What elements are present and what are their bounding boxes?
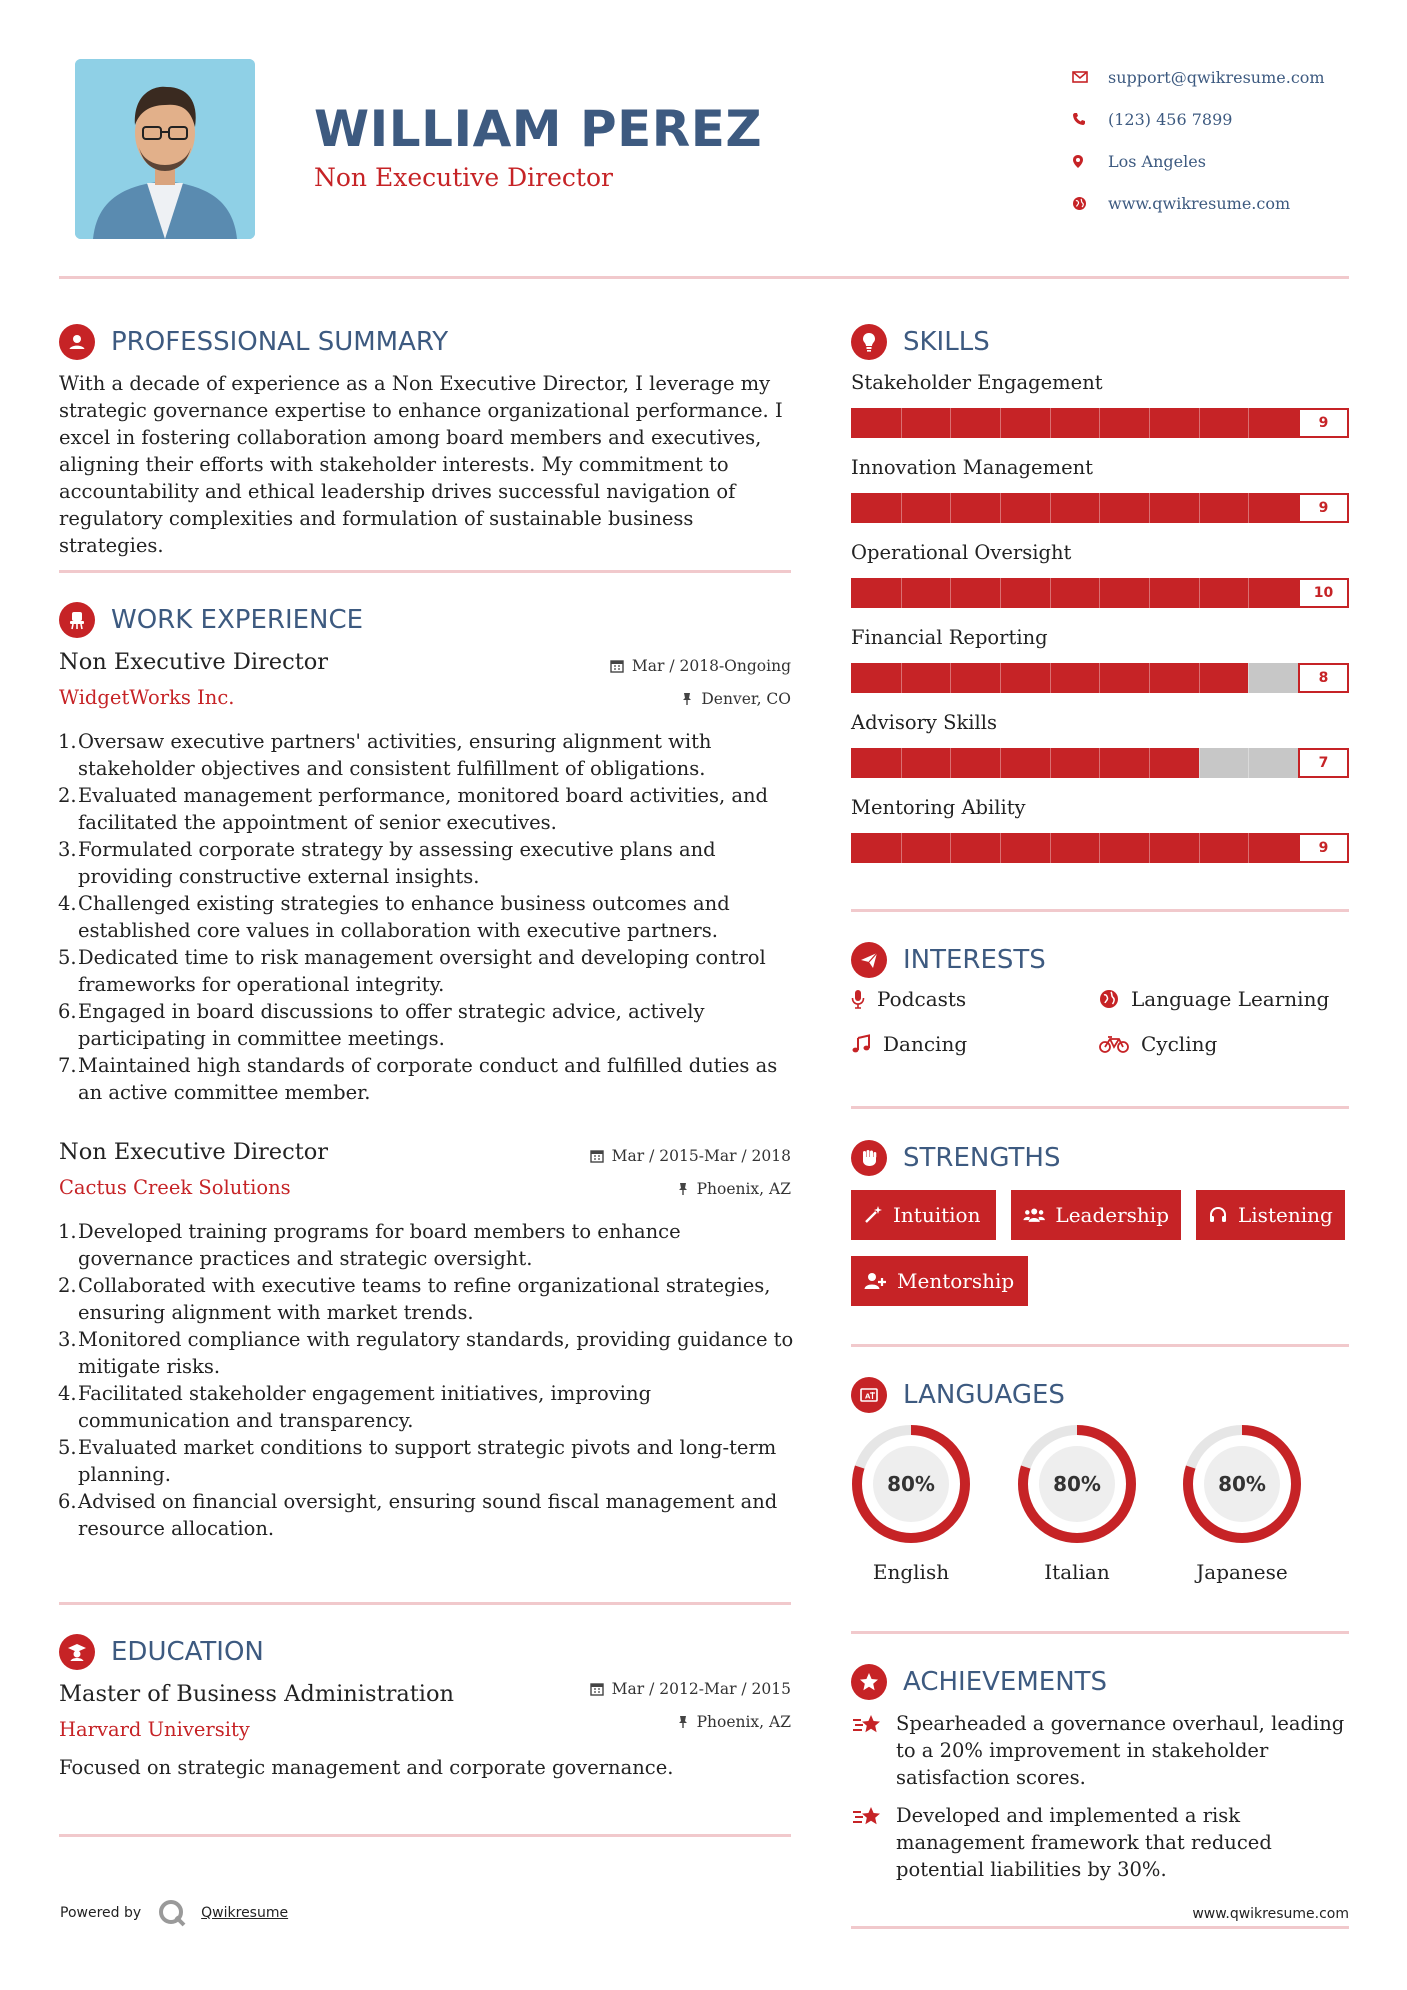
- skill-name: Advisory Skills: [851, 711, 997, 734]
- skill-bar-segment: [950, 663, 951, 693]
- job-bullet-list: [58, 728, 798, 1106]
- music-note-icon: [851, 1034, 871, 1054]
- education-location: [677, 1713, 791, 1731]
- interest-item: [1099, 987, 1329, 1011]
- bicycle-icon: [1099, 1034, 1129, 1054]
- job-dates-text: Mar / 2015-Mar / 2018: [611, 1147, 791, 1165]
- skill-bar: [851, 578, 1349, 608]
- strengths-divider: [851, 1344, 1349, 1347]
- skill-bar-fill: [851, 833, 1298, 863]
- skill-level-badge: 9: [1298, 833, 1349, 863]
- skill-bar-segment: [1149, 578, 1150, 608]
- fist-icon: [851, 1140, 887, 1176]
- shooting-star-icon: [851, 1802, 896, 1883]
- skill-bar-segment: [901, 748, 902, 778]
- list-item: 5. Evaluated market conditions to support strategic pivots and long-term planning.: [58, 1436, 777, 1486]
- skill-level-badge: 9: [1298, 493, 1349, 523]
- skill-bar: [851, 748, 1349, 778]
- skill-bar-segment: [1149, 493, 1150, 523]
- footer-website[interactable]: www.qwikresume.com: [1192, 1906, 1349, 1922]
- skill-bar-segment: [901, 493, 902, 523]
- pushpin-icon: [677, 1715, 689, 1729]
- languages-heading: [851, 1377, 1065, 1413]
- work-heading: [59, 602, 363, 638]
- skill-name: Mentoring Ability: [851, 796, 1026, 819]
- user-plus-icon: [863, 1271, 887, 1291]
- interest-label: Language Learning: [1131, 987, 1330, 1011]
- interest-label: Podcasts: [877, 987, 967, 1011]
- skill-bar-segment: [1149, 663, 1150, 693]
- interest-item: [1099, 1032, 1217, 1056]
- candidate-name: WILLIAM PEREZ: [314, 100, 763, 158]
- achievements-title: ACHIEVEMENTS: [903, 1667, 1108, 1697]
- skill-bar-segment: [901, 833, 902, 863]
- language-item: [1180, 1422, 1304, 1584]
- contact-website-text: www.qwikresume.com: [1108, 193, 1291, 213]
- star-badge-icon: [851, 1664, 887, 1700]
- work-divider: [59, 1602, 791, 1605]
- education-heading: [59, 1634, 264, 1670]
- education-location-text: Phoenix, AZ: [696, 1713, 791, 1731]
- skill-bar-segment: [1199, 408, 1200, 438]
- skill-bar-fill: [851, 493, 1298, 523]
- contact-phone[interactable]: [1072, 98, 1392, 140]
- strength-chip: [1196, 1190, 1345, 1240]
- strengths-heading: [851, 1140, 1061, 1176]
- globe-icon: [1099, 989, 1119, 1009]
- skill-level-badge: 9: [1298, 408, 1349, 438]
- skill-bar-segment: [1248, 663, 1249, 693]
- education-dates-text: Mar / 2012-Mar / 2015: [611, 1680, 791, 1698]
- skill-bar-segment: [1050, 493, 1051, 523]
- skill-name: Stakeholder Engagement: [851, 371, 1103, 394]
- skill-bar-segment: [950, 833, 951, 863]
- skill-bar-segment: [1050, 578, 1051, 608]
- skill-bar-segment: [1000, 833, 1001, 863]
- work-title: WORK EXPERIENCE: [111, 605, 364, 635]
- strength-chip: [1011, 1190, 1181, 1240]
- strengths-title: STRENGTHS: [903, 1143, 1061, 1173]
- skill-bar-segment: [1050, 748, 1051, 778]
- contact-phone-text: (123) 456 7899: [1108, 109, 1233, 129]
- skill-bar-segment: [1050, 663, 1051, 693]
- skill-bar-segment: [950, 493, 951, 523]
- job-bullet-list: [58, 1218, 798, 1542]
- job-location: [681, 690, 791, 708]
- list-item: 7. Maintained high standards of corporate conduct and fulfilled duties as an active committee member.: [58, 1054, 778, 1104]
- skill-bar-segment: [1199, 833, 1200, 863]
- language-progress-ring: [1180, 1422, 1304, 1546]
- skill-bar-segment: [1199, 493, 1200, 523]
- summary-heading: [59, 324, 448, 360]
- skill-bar-segment: [1099, 663, 1100, 693]
- skill-bar-fill: [851, 748, 1199, 778]
- language-percent: 80%: [1053, 1472, 1101, 1496]
- strength-label: Mentorship: [897, 1269, 1015, 1293]
- company-name: Cactus Creek Solutions: [59, 1176, 291, 1199]
- achievement-item: [851, 1802, 1351, 1883]
- interests-title: INTERESTS: [903, 945, 1046, 975]
- calendar-icon: [590, 1149, 604, 1163]
- language-progress-ring: [849, 1422, 973, 1546]
- language-progress-ring: [1015, 1422, 1139, 1546]
- language-name: Japanese: [1196, 1560, 1288, 1584]
- contact-list: [1072, 56, 1392, 224]
- interest-item: [851, 987, 966, 1011]
- skill-bar-segment: [1000, 663, 1001, 693]
- skill-bar-segment: [1099, 408, 1100, 438]
- paper-plane-icon: [851, 942, 887, 978]
- skill-bar-segment: [1099, 833, 1100, 863]
- list-item: 2. Collaborated with executive teams to refine organizational strategies, ensuring alignment with market trends.: [58, 1274, 771, 1324]
- strength-chip: [851, 1190, 996, 1240]
- skill-level-badge: 10: [1298, 578, 1349, 608]
- job-location-text: Phoenix, AZ: [696, 1180, 791, 1198]
- job-location: [677, 1180, 791, 1198]
- company-name: WidgetWorks Inc.: [59, 686, 235, 709]
- skill-bar-segment: [1050, 833, 1051, 863]
- skill-bar-segment: [1000, 408, 1001, 438]
- skill-bar-segment: [950, 748, 951, 778]
- job-dates: [610, 657, 791, 675]
- skill-level-badge: 8: [1298, 663, 1349, 693]
- powered-by-text: Powered by: [60, 1905, 142, 1921]
- list-item: 3. Monitored compliance with regulatory standards, providing guidance to mitigate risks.: [58, 1328, 794, 1378]
- summary-divider: [59, 570, 791, 573]
- education-divider: [59, 1834, 791, 1837]
- summary-text: With a decade of experience as a Non Executive Director, I leverage my strategic governance expertise to enhance organizational performance. I excel in fostering collaboration among board members and executives, aligning their efforts with stakeholder interests. My commitment to accountability and ethical leadership drives successful navigation of regulatory complexities and formulation of sustainable business strategies.: [59, 372, 783, 557]
- skill-name: Innovation Management: [851, 456, 1093, 479]
- skill-bar-segment: [950, 408, 951, 438]
- language-name: Italian: [1044, 1560, 1110, 1584]
- skill-bar-fill: [851, 408, 1298, 438]
- calendar-icon: [610, 659, 624, 673]
- achievements-heading: [851, 1664, 1107, 1700]
- contact-email-text: support@qwikresume.com: [1108, 67, 1325, 87]
- skill-bar-segment: [901, 663, 902, 693]
- shooting-star-icon: [851, 1710, 896, 1791]
- interest-label: Cycling: [1141, 1032, 1218, 1056]
- headphones-icon: [1208, 1205, 1228, 1225]
- skills-title: SKILLS: [903, 327, 990, 357]
- pushpin-icon: [677, 1182, 689, 1196]
- footer-powered-by: [60, 1898, 288, 1928]
- language-item: [849, 1422, 973, 1584]
- languages-divider: [851, 1631, 1349, 1634]
- contact-email[interactable]: [1072, 56, 1392, 98]
- skill-bar-segment: [1248, 408, 1249, 438]
- degree-title: Master of Business Administration: [59, 1681, 455, 1707]
- strength-chip: [851, 1256, 1028, 1306]
- skills-heading: [851, 324, 990, 360]
- interests-heading: [851, 942, 1046, 978]
- skill-bar-segment: [1149, 408, 1150, 438]
- skill-bar-segment: [1199, 748, 1200, 778]
- strength-label: Listening: [1238, 1203, 1333, 1227]
- magic-wand-icon: [863, 1205, 883, 1225]
- lightbulb-icon: [851, 324, 887, 360]
- skill-bar-segment: [1000, 493, 1001, 523]
- skills-divider: [851, 909, 1349, 912]
- skill-bar: [851, 493, 1349, 523]
- skill-bar-segment: [1050, 408, 1051, 438]
- skill-bar: [851, 833, 1349, 863]
- language-item: [1015, 1422, 1139, 1584]
- skill-bar-segment: [1199, 578, 1200, 608]
- language-percent: 80%: [1218, 1472, 1266, 1496]
- school-name: Harvard University: [59, 1718, 250, 1741]
- list-item: 2. Evaluated management performance, monitored board activities, and facilitated the appointment of senior executives.: [58, 784, 769, 834]
- skill-bar: [851, 663, 1349, 693]
- qwikresume-logo-icon: [157, 1898, 187, 1928]
- globe-icon: [1072, 196, 1108, 211]
- footer-divider: [851, 1926, 1349, 1929]
- skill-bar-segment: [1248, 578, 1249, 608]
- skill-bar-segment: [1149, 748, 1150, 778]
- skill-bar-segment: [1000, 578, 1001, 608]
- skill-bar-segment: [1248, 833, 1249, 863]
- skill-bar-segment: [1099, 578, 1100, 608]
- job-dates: [590, 1147, 791, 1165]
- education-title: EDUCATION: [111, 1637, 264, 1667]
- microphone-icon: [851, 989, 865, 1009]
- job-title: Non Executive Director: [59, 649, 329, 675]
- candidate-role: Non Executive Director: [314, 163, 613, 192]
- education-description: Focused on strategic management and corporate governance.: [59, 1756, 674, 1779]
- languages-title: LANGUAGES: [903, 1380, 1065, 1410]
- interests-divider: [851, 1106, 1349, 1109]
- skill-bar-segment: [1099, 748, 1100, 778]
- pushpin-icon: [681, 692, 693, 706]
- skill-name: Operational Oversight: [851, 541, 1072, 564]
- achievement-text: Spearheaded a governance overhaul, leading to a 20% improvement in stakeholder satisfaction scores.: [896, 1712, 1345, 1789]
- users-icon: [1023, 1205, 1045, 1225]
- skill-bar-segment: [1149, 833, 1150, 863]
- calendar-icon: [590, 1682, 604, 1696]
- list-item: 1. Oversaw executive partners' activities, ensuring alignment with stakeholder objectives and consistent fulfillment of obligations.: [58, 730, 712, 780]
- language-name: English: [872, 1560, 950, 1584]
- achievement-text: Developed and implemented a risk management framework that reduced potential liabilities by 30%.: [896, 1804, 1272, 1881]
- education-dates: [590, 1680, 791, 1698]
- skill-bar-segment: [1248, 748, 1249, 778]
- envelope-icon: [1072, 70, 1108, 84]
- job-title: Non Executive Director: [59, 1139, 329, 1165]
- list-item: 4. Facilitated stakeholder engagement initiatives, improving communication and transparency.: [58, 1382, 652, 1432]
- contact-location-text: Los Angeles: [1108, 151, 1206, 171]
- svg-text:A: A: [865, 1392, 871, 1401]
- list-item: 6. Engaged in board discussions to offer strategic advice, actively participating in committee meetings.: [58, 1000, 705, 1050]
- list-item: 3. Formulated corporate strategy by assessing executive plans and providing constructive external insights.: [58, 838, 716, 888]
- achievement-item: [851, 1710, 1351, 1791]
- skill-bar-segment: [1248, 493, 1249, 523]
- qwikresume-link[interactable]: Qwikresume: [201, 1905, 289, 1921]
- job-location-text: Denver, CO: [701, 690, 791, 708]
- skill-level-badge: 7: [1298, 748, 1349, 778]
- list-item: 4. Challenged existing strategies to enhance business outcomes and established core values in collaboration with executive partners.: [58, 892, 730, 942]
- phone-icon: [1072, 112, 1108, 126]
- skill-bar-segment: [1199, 663, 1200, 693]
- skill-bar-segment: [1099, 493, 1100, 523]
- job-dates-text: Mar / 2018-Ongoing: [631, 657, 791, 675]
- translate-icon: [851, 1377, 887, 1413]
- user-icon: [59, 324, 95, 360]
- contact-website[interactable]: [1072, 182, 1392, 224]
- skill-bar: [851, 408, 1349, 438]
- skill-bar-segment: [950, 578, 951, 608]
- list-item: 5. Dedicated time to risk management oversight and developing control frameworks for operational integrity.: [58, 946, 766, 996]
- strength-label: Leadership: [1055, 1203, 1169, 1227]
- map-pin-icon: [1072, 154, 1108, 169]
- skill-bar-segment: [901, 408, 902, 438]
- skill-bar-segment: [901, 578, 902, 608]
- skill-name: Financial Reporting: [851, 626, 1048, 649]
- list-item: 1. Developed training programs for board members to enhance governance practices and strategic oversight.: [58, 1220, 681, 1270]
- language-percent: 80%: [887, 1472, 935, 1496]
- list-item: 6. Advised on financial oversight, ensuring sound fiscal management and resource allocation.: [58, 1490, 778, 1540]
- graduate-icon: [59, 1634, 95, 1670]
- strength-label: Intuition: [893, 1203, 981, 1227]
- header-divider: [59, 276, 1349, 279]
- contact-location: [1072, 140, 1392, 182]
- profile-photo: [75, 59, 255, 239]
- summary-title: PROFESSIONAL SUMMARY: [111, 327, 449, 357]
- interest-label: Dancing: [883, 1032, 968, 1056]
- skill-bar-segment: [1000, 748, 1001, 778]
- interest-item: [851, 1032, 967, 1056]
- chair-icon: [59, 602, 95, 638]
